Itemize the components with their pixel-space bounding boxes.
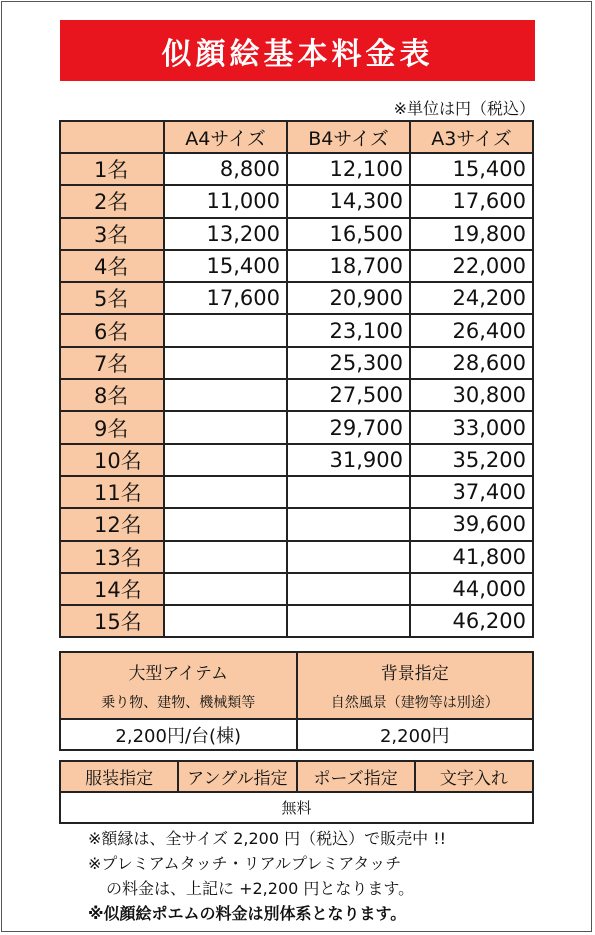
price-a4 [164, 379, 287, 411]
party-size-label: 11名 [60, 476, 164, 508]
angle-header: アングル指定 [178, 761, 296, 792]
price-a3: 46,200 [410, 605, 533, 637]
price-b4: 27,500 [287, 379, 410, 411]
price-b4: 16,500 [287, 218, 410, 250]
price-row [60, 444, 533, 476]
price-b4: 29,700 [287, 411, 410, 443]
party-size-label: 5名 [60, 282, 164, 314]
price-a4: 15,400 [164, 250, 287, 282]
price-row [60, 153, 533, 185]
price-a4 [164, 314, 287, 346]
price-row [60, 573, 533, 605]
large-item-name: 大型アイテム [128, 664, 229, 684]
price-table [59, 120, 534, 638]
price-a4: 11,000 [164, 185, 287, 217]
price-a3: 24,200 [410, 282, 533, 314]
price-a3: 17,600 [410, 185, 533, 217]
pose-header: ポーズ指定 [297, 761, 415, 792]
price-b4 [287, 541, 410, 573]
background-sub: 自然風景（建物等は別途） [330, 695, 499, 711]
price-a3: 30,800 [410, 379, 533, 411]
options-table-2 [59, 760, 534, 824]
price-row [60, 250, 533, 282]
price-a4 [164, 347, 287, 379]
notes [88, 826, 446, 926]
header-b4: B4サイズ [287, 121, 410, 153]
party-size-label: 2名 [60, 185, 164, 217]
price-a3: 28,600 [410, 347, 533, 379]
price-a4: 8,800 [164, 153, 287, 185]
party-size-label: 7名 [60, 347, 164, 379]
price-row [60, 379, 533, 411]
party-size-label: 14名 [60, 573, 164, 605]
header-a3: A3サイズ [410, 121, 533, 153]
price-row [60, 347, 533, 379]
price-b4 [287, 573, 410, 605]
background-header [297, 652, 534, 719]
price-header-row [60, 121, 533, 153]
price-a4 [164, 573, 287, 605]
note-poem: ※似顔絵ポエムの料金は別体系となります。 [88, 904, 407, 923]
price-row [60, 282, 533, 314]
price-row [60, 508, 533, 540]
price-row [60, 185, 533, 217]
price-row [60, 605, 533, 637]
price-a4 [164, 605, 287, 637]
price-b4: 12,100 [287, 153, 410, 185]
lettering-header: 文字入れ [415, 761, 533, 792]
unit-note: ※単位は円（税込） [393, 99, 535, 118]
party-size-label: 8名 [60, 379, 164, 411]
party-size-label: 10名 [60, 444, 164, 476]
options-table-1 [59, 651, 534, 751]
price-b4: 20,900 [287, 282, 410, 314]
price-a3: 33,000 [410, 411, 533, 443]
price-table-body [60, 153, 533, 637]
price-a4: 17,600 [164, 282, 287, 314]
price-row [60, 541, 533, 573]
party-size-label: 3名 [60, 218, 164, 250]
header-a4: A4サイズ [164, 121, 287, 153]
price-a4 [164, 508, 287, 540]
party-size-label: 15名 [60, 605, 164, 637]
large-item-price: 2,200円/台(棟) [60, 719, 297, 750]
price-a4 [164, 541, 287, 573]
note-premium-cont: の料金は、上記に +2,200 円となります。 [106, 879, 415, 898]
page-title: 似顔絵基本料金表 [161, 36, 434, 72]
price-a3: 22,000 [410, 250, 533, 282]
party-size-label: 9名 [60, 411, 164, 443]
large-item-sub: 乗り物、建物、機械類等 [101, 695, 256, 711]
price-a3: 19,800 [410, 218, 533, 250]
price-row [60, 314, 533, 346]
price-a4: 13,200 [164, 218, 287, 250]
price-a3: 44,000 [410, 573, 533, 605]
price-a3: 41,800 [410, 541, 533, 573]
price-a3: 39,600 [410, 508, 533, 540]
note-frame: ※額縁は、全サイズ 2,200 円（税込）で販売中 !! [88, 829, 447, 848]
price-a3: 35,200 [410, 444, 533, 476]
price-a4 [164, 444, 287, 476]
party-size-label: 12名 [60, 508, 164, 540]
price-a4 [164, 411, 287, 443]
price-a3: 26,400 [410, 314, 533, 346]
party-size-label: 4名 [60, 250, 164, 282]
price-row [60, 411, 533, 443]
free-value: 無料 [60, 792, 533, 823]
price-header-blank [60, 121, 164, 153]
title-banner [60, 20, 535, 81]
price-b4: 31,900 [287, 444, 410, 476]
clothing-header: 服装指定 [60, 761, 178, 792]
price-b4: 18,700 [287, 250, 410, 282]
party-size-label: 13名 [60, 541, 164, 573]
party-size-label: 6名 [60, 314, 164, 346]
large-item-header [60, 652, 297, 719]
party-size-label: 1名 [60, 153, 164, 185]
price-b4 [287, 476, 410, 508]
price-a3: 37,400 [410, 476, 533, 508]
price-b4: 14,300 [287, 185, 410, 217]
background-name: 背景指定 [380, 664, 449, 684]
price-b4 [287, 508, 410, 540]
price-a4 [164, 476, 287, 508]
price-row [60, 476, 533, 508]
price-a3: 15,400 [410, 153, 533, 185]
note-premium: ※プレミアムタッチ・リアルプレミアタッチ [88, 854, 402, 873]
background-price: 2,200円 [297, 719, 534, 750]
price-row [60, 218, 533, 250]
price-b4: 25,300 [287, 347, 410, 379]
price-b4: 23,100 [287, 314, 410, 346]
price-b4 [287, 605, 410, 637]
